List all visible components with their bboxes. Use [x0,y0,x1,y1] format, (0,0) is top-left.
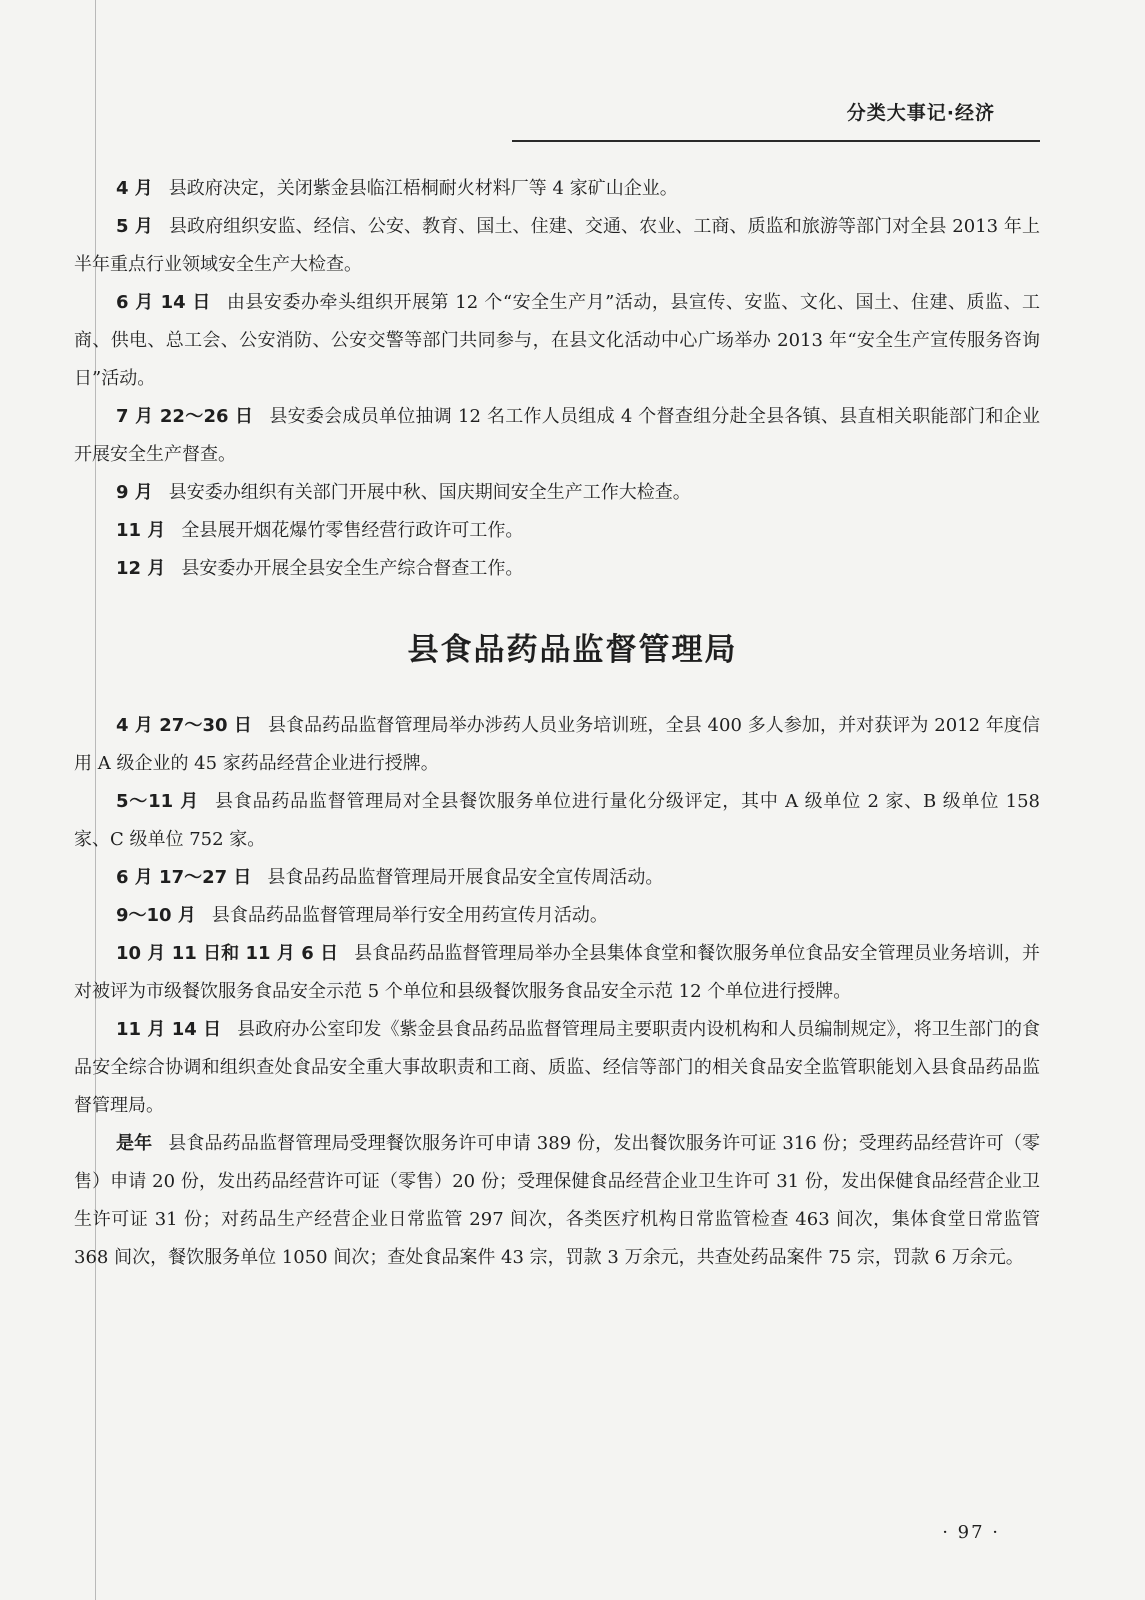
entry-text: 县食品药品监督管理局对全县餐饮服务单位进行量化分级评定，其中 A 级单位 2 家、B 级单位 158 家、C 级单位 752 家。 [74,791,1040,850]
header-rule [512,140,1040,142]
entries-top [74,170,1040,588]
entry-text: 县安委办开展全县安全生产综合督查工作。 [181,558,524,579]
entry-text: 由县安委办牵头组织开展第 12 个“安全生产月”活动，县宣传、安监、文化、国土、住建、质监、工商、供电、总工会、公安消防、公安交警等部门共同参与，在县文化活动中心广场举办 2013 年“安全生产宣传服务咨询日”活动。 [74,292,1041,389]
entry [74,783,1040,859]
entry [74,398,1040,474]
entry [74,550,1040,588]
entry [74,1125,1040,1277]
entry-text: 县政府办公室印发《紫金县食品药品监督管理局主要职责内设机构和人员编制规定》，将卫生部门的食品安全综合协调和组织查处食品安全重大事故职责和工商、质监、经信等部门的相关食品安全监管职能划入县食品药品监督管理局。 [74,1019,1041,1116]
page-number: · 97 · [942,1522,1000,1543]
entry-text: 县食品药品监督管理局受理餐饮服务许可申请 389 份，发出餐饮服务许可证 316 份；受理药品经营许可（零售）申请 20 份，发出药品经营许可证（零售）20 份；受理保健食品经营企业卫生许可 31 份，发出保健食品经营企业卫生许可证 31 份；对药品生产经营企业日常监管 297 间次，各类医疗机构日常监管检查 463 间次，集体食堂日常监管 368 间次，餐饮服务单位 1050 间次；查处食品案件 43 宗，罚款 3 万余元，共查处药品案件 75 宗，罚款 6 万余元。 [74,1133,1041,1268]
entry-text: 县食品药品监督管理局举行安全用药宣传月活动。 [211,905,608,926]
entry-date: 5～11 月 [116,791,199,812]
entry-date: 4 月 [116,178,153,199]
entry-date: 9～10 月 [116,905,196,926]
entry-date: 7 月 22～26 日 [116,406,254,427]
entry [74,1011,1040,1125]
entry-text: 县食品药品监督管理局开展食品安全宣传周活动。 [267,867,664,888]
entry [74,897,1040,935]
entry-date: 9 月 [116,482,153,503]
entry [74,474,1040,512]
entry [74,859,1040,897]
entry [74,512,1040,550]
entry-date: 11 月 [116,520,166,541]
entry-date: 4 月 27～30 日 [116,715,252,736]
entry [74,170,1040,208]
running-header: 分类大事记·经济 [846,102,995,124]
entry-text: 县食品药品监督管理局举办涉药人员业务培训班，全县 400 多人参加，并对获评为 2012 年度信用 A 级企业的 45 家药品经营企业进行授牌。 [74,715,1040,774]
entry [74,208,1040,284]
entry-date: 5 月 [116,216,153,237]
entry [74,935,1040,1011]
entry-date: 是年 [116,1133,153,1154]
entry-date: 6 月 14 日 [116,292,211,313]
entry-text: 县食品药品监督管理局举办全县集体食堂和餐饮服务单位食品安全管理员业务培训，并对被评为市级餐饮服务食品安全示范 5 个单位和县级餐饮服务食品安全示范 12 个单位进行授牌。 [74,943,1040,1002]
entry-text: 县政府组织安监、经信、公安、教育、国土、住建、交通、农业、工商、质监和旅游等部门对全县 2013 年上半年重点行业领域安全生产大检查。 [74,216,1041,275]
entry-date: 12 月 [116,558,166,579]
section-title: 县食品药品监督管理局 [407,632,738,668]
entry-date: 10 月 11 日和 11 月 6 日 [116,943,339,964]
entry-date: 11 月 14 日 [116,1019,222,1040]
entries-bottom [74,707,1040,1277]
entry-text: 县安委办组织有关部门开展中秋、国庆期间安全生产工作大检查。 [168,482,691,503]
entry-text: 县安委会成员单位抽调 12 名工作人员组成 4 个督查组分赴全县各镇、县直相关职能部门和企业开展安全生产督查。 [74,406,1040,465]
entry [74,707,1040,783]
entry-date: 6 月 17～27 日 [116,867,252,888]
entry-text: 全县展开烟花爆竹零售经营行政许可工作。 [181,520,524,541]
entry-text: 县政府决定，关闭紫金县临江梧桐耐火材料厂等 4 家矿山企业。 [168,178,678,199]
entry [74,284,1040,398]
